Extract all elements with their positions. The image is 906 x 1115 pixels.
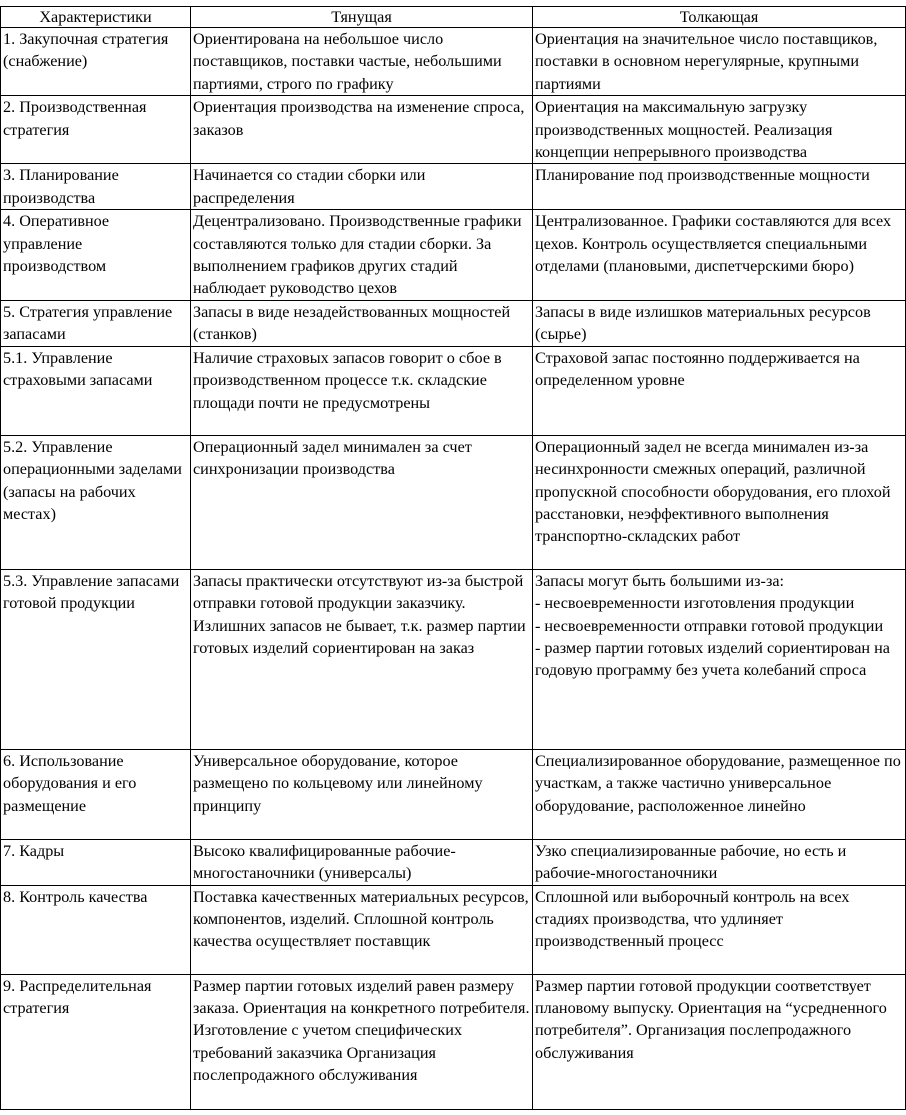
header-row — [1, 7, 906, 28]
header-pull: Тянущая — [191, 7, 533, 28]
table-row — [1, 164, 906, 210]
characteristic-cell: 5.3. Управление запасами готовой продукции — [1, 569, 191, 749]
header-push: Толкающая — [533, 7, 906, 28]
push-cell: Специализированное оборудование, размещенное по участкам, а также частично универсальное оборудование, расположенное линейно — [533, 749, 906, 839]
table-row — [1, 839, 906, 885]
table-row — [1, 749, 906, 839]
push-cell: Планирование под производственные мощности — [533, 164, 906, 210]
comparison-table — [0, 6, 906, 1110]
push-cell: Страховой запас постоянно поддерживается на определенном уровне — [533, 346, 906, 435]
characteristic-cell: 4. Оперативное управление производством — [1, 210, 191, 301]
characteristic-cell: 6. Использование оборудования и его размещение — [1, 749, 191, 839]
push-cell: Размер партии готовой продукции соответствует плановому выпуску. Ориентация на “усредненного потребителя”. Организация послепродажного обслуживания — [533, 974, 906, 1109]
push-cell: Запасы могут быть большими из-за: - несвоевременности изготовления продукции - несвоевременности отправки готовой продукции - размер партии готовых изделий сориентирован на годовую программу без учета колебаний спроса — [533, 569, 906, 749]
pull-cell: Ориентирована на небольшое число поставщиков, поставки частые, небольшими партиями, строго по графику — [191, 28, 533, 96]
characteristic-cell: 7. Кадры — [1, 839, 191, 885]
pull-cell: Запасы в виде незадействованных мощностей (станков) — [191, 300, 533, 346]
characteristic-cell: 8. Контроль качества — [1, 885, 191, 974]
pull-cell: Наличие страховых запасов говорит о сбое в производственном процессе т.к. складские площади почти не предусмотрены — [191, 346, 533, 435]
characteristic-cell: 3. Планирование производства — [1, 164, 191, 210]
pull-cell: Децентрализовано. Производственные графики составляются только для стадии сборки. За выполнением графиков других стадий наблюдает руководство цехов — [191, 210, 533, 301]
characteristic-cell: 1. Закупочная стратегия (снабжение) — [1, 28, 191, 96]
characteristic-cell: 5.1. Управление страховыми запасами — [1, 346, 191, 435]
push-cell: Операционный задел не всегда минимален из-за несинхронности смежных операций, различной пропускной способности оборудования, его плохой расстановки, неэффективного выполнения транспортно-складских работ — [533, 435, 906, 569]
pull-cell: Поставка качественных материальных ресурсов, компонентов, изделий. Сплошной контроль качества осуществляет поставщик — [191, 885, 533, 974]
table-row — [1, 210, 906, 301]
pull-cell: Высоко квалифицированные рабочие-многостаночники (универсалы) — [191, 839, 533, 885]
header-characteristics: Характеристики — [1, 7, 191, 28]
pull-cell: Запасы практически отсутствуют из-за быстрой отправки готовой продукции заказчику. Излишних запасов не бывает, т.к. размер партии готовых изделий сориентирован на заказ — [191, 569, 533, 749]
pull-cell: Начинается со стадии сборки или распределения — [191, 164, 533, 210]
push-cell: Ориентация на максимальную загрузку производственных мощностей. Реализация концепции непрерывного производства — [533, 96, 906, 164]
characteristic-cell: 5. Стратегия управление запасами — [1, 300, 191, 346]
push-cell: Централизованное. Графики составляются для всех цехов. Контроль осуществляется специальными отделами (плановыми, диспетчерскими бюро) — [533, 210, 906, 301]
table-row — [1, 96, 906, 164]
characteristic-cell: 2. Производственная стратегия — [1, 96, 191, 164]
table-row — [1, 569, 906, 749]
push-cell: Ориентация на значительное число поставщиков, поставки в основном нерегулярные, крупными партиями — [533, 28, 906, 96]
table-row — [1, 885, 906, 974]
table-row — [1, 435, 906, 569]
table-row — [1, 974, 906, 1109]
push-cell: Сплошной или выборочный контроль на всех стадиях производства, что удлиняет производственный процесс — [533, 885, 906, 974]
pull-cell: Ориентация производства на изменение спроса, заказов — [191, 96, 533, 164]
table-row — [1, 28, 906, 96]
pull-cell: Операционный задел минимален за счет синхронизации производства — [191, 435, 533, 569]
table-row — [1, 346, 906, 435]
pull-cell: Универсальное оборудование, которое размещено по кольцевому или линейному принципу — [191, 749, 533, 839]
characteristic-cell: 9. Распределительная стратегия — [1, 974, 191, 1109]
push-cell: Запасы в виде излишков материальных ресурсов (сырье) — [533, 300, 906, 346]
pull-cell: Размер партии готовых изделий равен размеру заказа. Ориентация на конкретного потребителя. Изготовление с учетом специфических требований заказчика Организация послепродажного обслуживания — [191, 974, 533, 1109]
push-cell: Узко специализированные рабочие, но есть и рабочие-многостаночники — [533, 839, 906, 885]
characteristic-cell: 5.2. Управление операционными заделами (запасы на рабочих местах) — [1, 435, 191, 569]
table-row — [1, 300, 906, 346]
